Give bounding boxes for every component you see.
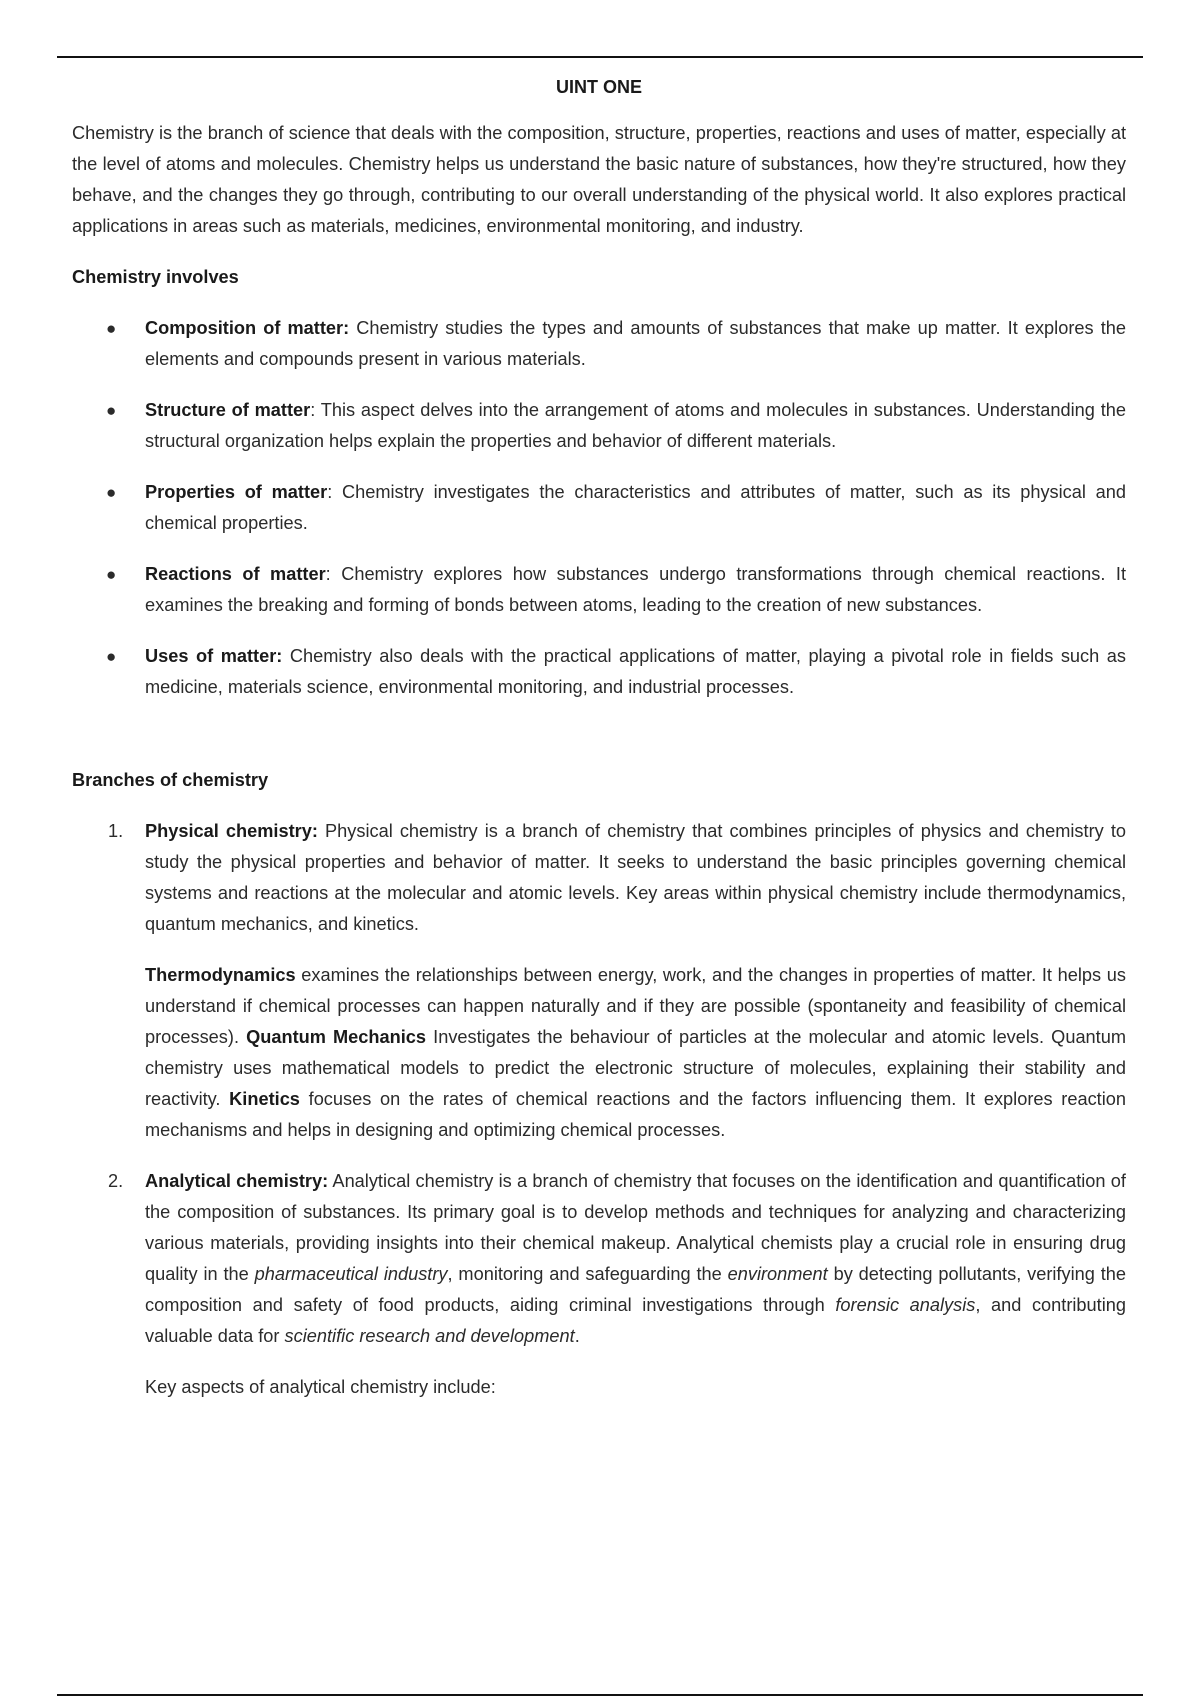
branch-analytical-paragraph [72, 1166, 1126, 1352]
item-term: Structure of matter [145, 400, 311, 420]
item-term: Reactions of matter [145, 564, 326, 584]
subtopic-text: Investigates the behaviour of particles at the molecular and atomic levels. Quantum chemistry uses mathematical models to predict the electronic structure of molecules, explaining their stability and reactivity. [145, 1027, 1126, 1109]
bottom-rule [57, 1694, 1143, 1696]
item-term: Composition of matter: [145, 318, 350, 338]
branch-text: . [574, 1326, 580, 1346]
branch-text: , monitoring and safeguarding the [447, 1264, 728, 1284]
branch-analytical [72, 1166, 1126, 1403]
branch-text: Physical chemistry is a branch of chemistry that combines principles of physics and chemistry to study the physical properties and behavior of matter. It seeks to understand the basic principles governing chemical systems and reactions at the molecular and atomic levels. Key areas within physical chemistry include thermodynamics, quantum mechanics, and kinetics. [145, 821, 1126, 934]
bullet-icon: ● [106, 319, 117, 338]
branch-text: by detecting pollutants, verifying the composition and safety of food products, aiding criminal investigations through [145, 1264, 1126, 1315]
item-text: : Chemistry explores how substances undergo transformations through chemical reactions. It examines the breaking and forming of bonds between atoms, leading to the creation of new substances. [145, 564, 1126, 615]
branch-physical-paragraph [72, 816, 1126, 940]
subtopic-text: focuses on the rates of chemical reactions and the factors influencing them. It explores reaction mechanisms and helps in designing and optimizing chemical processes. [145, 1089, 1126, 1140]
item-text: : Chemistry investigates the characteristics and attributes of matter, such as its physical and chemical properties. [145, 482, 1127, 533]
branch-text: , and contributing valuable data for [145, 1295, 1126, 1346]
list-number: 2. [108, 1171, 124, 1191]
list-item [72, 641, 1126, 703]
branch-physical [72, 816, 1126, 1146]
bullet-icon: ● [106, 483, 117, 502]
top-rule [57, 56, 1143, 58]
list-number: 1. [108, 821, 124, 841]
emphasis-text: pharmaceutical industry [254, 1264, 448, 1284]
involves-list [72, 313, 1126, 703]
document-page [72, 72, 1126, 1403]
branches-list [72, 816, 1126, 1403]
branches-heading: Branches of chemistry [72, 770, 269, 790]
emphasis-text: scientific research and development [284, 1326, 575, 1346]
key-aspects-line: Key aspects of analytical chemistry include: [145, 1377, 496, 1397]
branch-term: Physical chemistry: [145, 821, 318, 841]
bullet-icon: ● [106, 401, 117, 420]
subtopic-term: Kinetics [229, 1089, 300, 1109]
bullet-icon: ● [106, 565, 117, 584]
item-text: Chemistry studies the types and amounts of substances that make up matter. It explores the elements and compounds present in various materials. [145, 318, 1126, 369]
list-item [72, 313, 1126, 375]
emphasis-text: forensic analysis [835, 1295, 976, 1315]
involves-heading: Chemistry involves [72, 267, 239, 287]
list-item [72, 477, 1126, 539]
intro-paragraph: Chemistry is the branch of science that deals with the composition, structure, properties, reactions and uses of matter, especially at the level of atoms and molecules. Chemistry helps us understand the basic nature of substances, how they're structured, how they behave, and the changes they go through, contributing to our overall understanding of the physical world. It also explores practical applications in areas such as materials, medicines, environmental monitoring, and industry. [72, 123, 1126, 236]
list-item [72, 559, 1126, 621]
item-text: Chemistry also deals with the practical applications of matter, playing a pivotal role in fields such as medicine, materials science, environmental monitoring, and industrial processes. [145, 646, 1126, 697]
bullet-icon: ● [106, 647, 117, 666]
item-text: : This aspect delves into the arrangement of atoms and molecules in substances. Understanding the structural organization helps explain the properties and behavior of different materials. [145, 400, 1126, 451]
branch-term: Analytical chemistry: [145, 1171, 329, 1191]
branch-text: Analytical chemistry is a branch of chemistry that focuses on the identification and quantification of the composition of substances. Its primary goal is to develop methods and techniques for analyzing and characterizing various materials, providing insights into their chemical makeup. Analytical chemists play a crucial role in ensuring drug quality in the [145, 1171, 1126, 1284]
emphasis-text: environment [727, 1264, 828, 1284]
list-item [72, 395, 1126, 457]
page-title: UINT ONE [555, 77, 642, 97]
subtopic-text: examines the relationships between energy, work, and the changes in properties of matter. It helps us understand if chemical processes can happen naturally and if they are possible (spontaneity and feasibility of chemical processes). [145, 965, 1126, 1047]
item-term: Properties of matter [145, 482, 328, 502]
subtopic-term: Thermodynamics [145, 965, 296, 985]
subtopic-term: Quantum Mechanics [246, 1027, 427, 1047]
item-term: Uses of matter: [145, 646, 283, 666]
physical-subtopics-paragraph [72, 960, 1126, 1146]
